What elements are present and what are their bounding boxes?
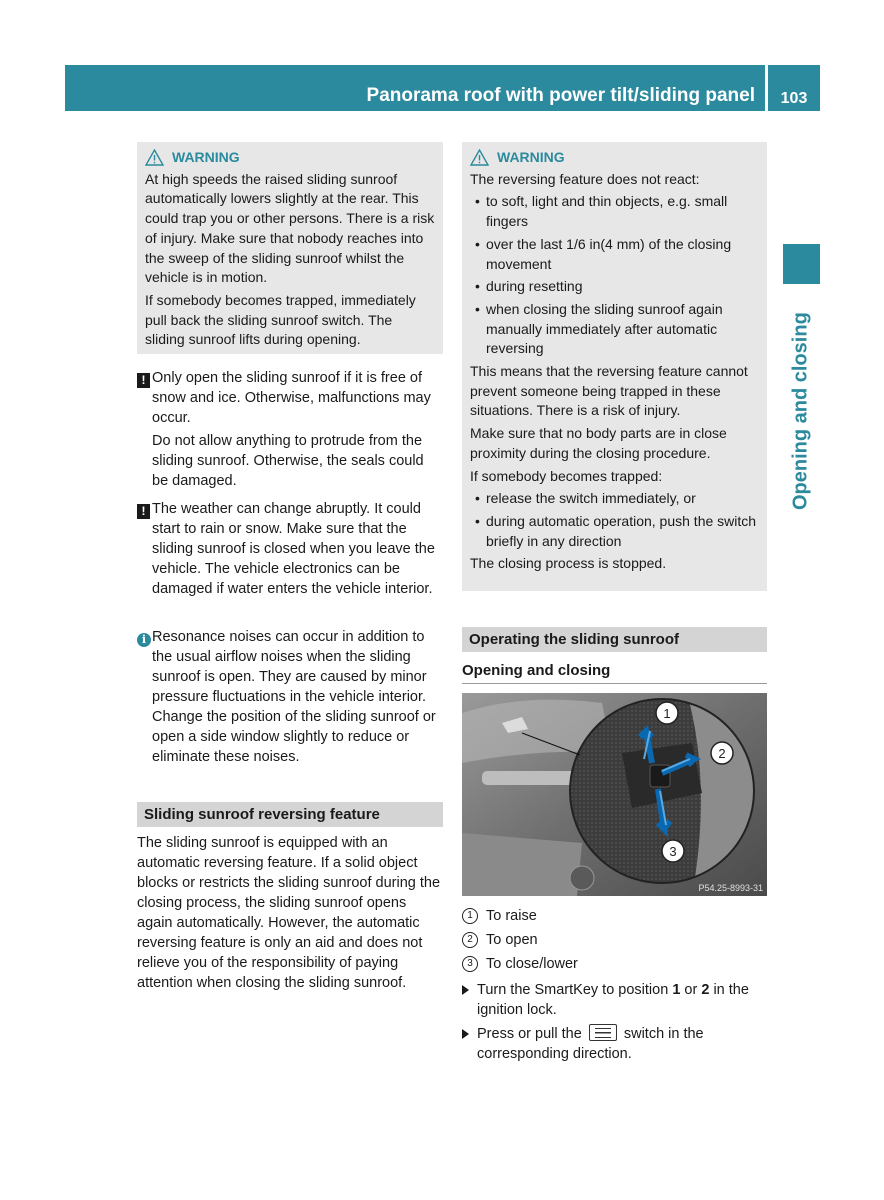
list-item: • over the last 1/6 in(4 mm) of the closing movement: [470, 235, 759, 274]
note-paragraph: The weather can change abruptly. It could start to rain or snow. Make sure that the sliding sunroof is closed when you leave the vehicle. The vehicle electronics can be damaged if water enters the vehicle interior.: [152, 501, 435, 597]
exclamation-icon: !: [137, 504, 150, 519]
warning-paragraph: The closing process is stopped.: [470, 555, 667, 572]
warning-paragraph: This means that the reversing feature cannot prevent someone being trapped in these situations. There is a risk of injury.: [470, 363, 748, 419]
reversing-body: The sliding sunroof is equipped with an automatic reversing feature. If a solid object blocks or restricts the sliding sunroof during the closing process, the sliding sunroof opens again automatically. However, the automatic reversing feature is only an aid and does not relieve you of the responsibility of paying attention when closing the sliding sunroof.: [137, 835, 441, 991]
warning-paragraph: If somebody becomes trapped:: [470, 467, 663, 484]
warning-paragraph: At high speeds the raised sliding sunroof automatically lowers slightly at the rear. This could trap you or other persons. There is a risk of injury. Make sure that nobody reaches into the sweep of the sliding sunroof whilst the vehicle is in motion.: [145, 170, 435, 286]
warning-heading: [470, 148, 759, 168]
legend-number: 1: [462, 908, 478, 924]
position-1: 1: [672, 982, 681, 998]
warning-title: WARNING: [172, 149, 240, 165]
list-item: [462, 928, 772, 952]
figure-legend: [462, 904, 772, 976]
list-item: • release the switch immediately, or: [470, 489, 759, 509]
warning-box-left: [137, 142, 443, 354]
warning-bullet-list: [470, 489, 759, 551]
warning-box-right: [462, 142, 767, 591]
list-item: • when closing the sliding sunroof again manually immediately after automatic reversing: [470, 300, 759, 359]
instruction-steps: [462, 980, 772, 1068]
legend-number: 2: [462, 932, 478, 948]
section-heading-operating: Operating the sliding sunroof: [462, 627, 767, 652]
note-snow-ice: [137, 368, 443, 494]
note-weather: [137, 499, 443, 602]
list-item: • to soft, light and thin objects, e.g. small fingers: [470, 192, 759, 231]
step-text: in the ignition lock.: [477, 982, 749, 1018]
side-tab-marker: [783, 244, 820, 284]
sunroof-switch-icon: [589, 1024, 617, 1041]
step-text: Press or pull the: [477, 1026, 586, 1042]
step-text: or: [680, 982, 702, 998]
note-paragraph: Do not allow anything to protrude from the sliding sunroof. Otherwise, the seals could be damaged.: [152, 433, 424, 489]
note-paragraph: Only open the sliding sunroof if it is free of snow and ice. Otherwise, malfunctions may occur.: [152, 370, 431, 426]
warning-paragraph: Make sure that no body parts are in close proximity during the closing procedure.: [470, 425, 727, 461]
warning-triangle-icon: [145, 149, 164, 166]
callout-2: 2: [718, 746, 726, 761]
page-number: 103: [768, 65, 820, 111]
legend-text: To close/lower: [486, 956, 578, 972]
position-2: 2: [701, 982, 710, 998]
note-paragraph: Resonance noises can occur in addition to the usual airflow noises when the sliding sunroof is open. They are caused by minor pressure fluctuations in the vehicle interior. Change the position of the sliding sunroof or open a side window slightly to reduce or eliminate these noises.: [152, 629, 436, 765]
warning-triangle-icon: [470, 149, 489, 166]
warning-paragraph: If somebody becomes trapped, immediately pull back the sliding sunroof switch. The sliding sunroof lifts during opening.: [145, 291, 416, 348]
figure-code: P54.25-8993-31: [698, 883, 763, 893]
sunroof-switch-photo: [462, 693, 767, 896]
list-item: • during automatic operation, push the switch briefly in any direction: [470, 512, 759, 551]
callout-1: 1: [663, 706, 671, 721]
legend-number: 3: [462, 956, 478, 972]
sunroof-switch-illustration: [462, 693, 767, 896]
section-heading-reversing: Sliding sunroof reversing feature: [137, 802, 443, 827]
subheading-opening-closing: Opening and closing: [462, 662, 767, 684]
exclamation-icon: !: [137, 373, 150, 388]
arrow-right-icon: [462, 1029, 469, 1039]
page-title: Panorama roof with power tilt/sliding panel: [366, 85, 755, 106]
list-item: [462, 952, 772, 976]
info-icon: i: [137, 633, 151, 647]
side-tab-label: Opening and closing: [789, 312, 812, 510]
list-item: • during resetting: [470, 277, 759, 297]
step-turn-key: [462, 980, 772, 1020]
legend-text: To open: [486, 932, 538, 948]
warning-bullet-list: [470, 192, 759, 359]
warning-title: WARNING: [497, 149, 565, 165]
note-resonance: [137, 627, 443, 770]
callout-3: 3: [669, 844, 677, 859]
legend-text: To raise: [486, 908, 537, 924]
list-item: [462, 904, 772, 928]
arrow-right-icon: [462, 985, 469, 995]
header-bar: [65, 65, 765, 111]
step-press-switch: [462, 1024, 772, 1064]
warning-heading: [145, 148, 435, 168]
warning-intro: The reversing feature does not react:: [470, 170, 700, 187]
step-text: Turn the SmartKey to position: [477, 982, 673, 998]
step-text: switch in the corresponding direction.: [477, 1026, 704, 1062]
